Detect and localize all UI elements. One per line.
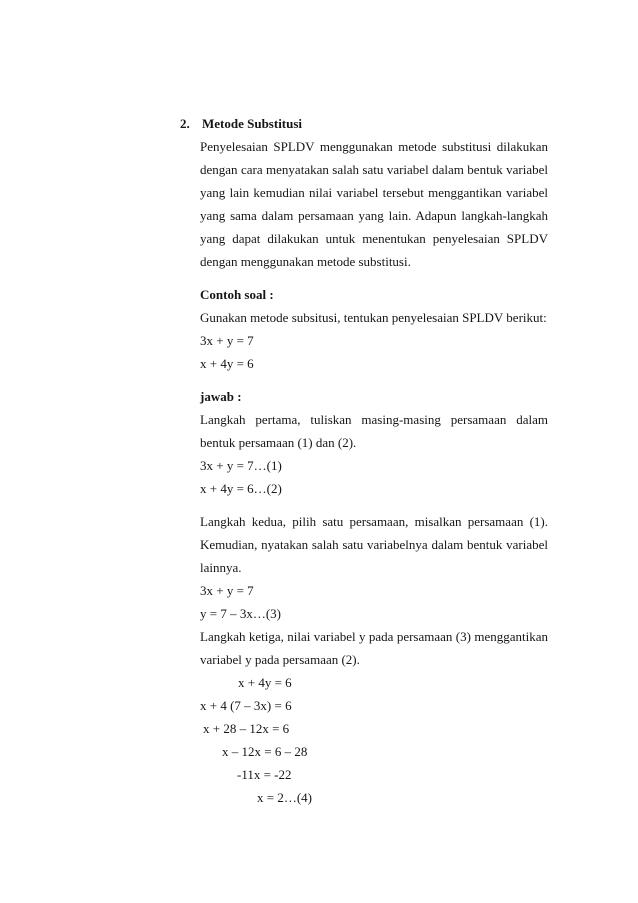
work-equation-line: x + 4y = 6 [238,675,292,690]
section-number: 2. [180,116,190,131]
work-equation-line: x = 2…(4) [257,790,312,805]
equation-line: 3x + y = 7…(1) [200,458,282,473]
work-equation-line: x + 4 (7 – 3x) = 6 [200,698,292,713]
work-equation-line: x + 28 – 12x = 6 [203,721,290,736]
section-title: Metode Substitusi [202,116,303,131]
section-heading [180,112,548,135]
equation-line: x + 4y = 6…(2) [200,481,282,496]
page-content [180,112,548,809]
langkah-kedua-paragraph: Langkah kedua, pilih satu persamaan, misalkan persamaan (1). Kemudian, nyatakan salah satu variabelnya dalam bentuk variabel lainnya. [200,514,548,575]
work-equation-line: -11x = -22 [237,767,292,782]
langkah-ketiga-paragraph: Langkah ketiga, nilai variabel y pada persamaan (3) menggantikan variabel y pada persamaan (2). [200,629,548,667]
equation-line: x + 4y = 6 [200,356,254,371]
equation-line: 3x + y = 7 [200,583,254,598]
contoh-instruction: Gunakan metode subsitusi, tentukan penyelesaian SPLDV berikut: [200,310,547,325]
work-equation-line: x – 12x = 6 – 28 [222,744,308,759]
jawab-label: jawab : [200,389,242,404]
contoh-soal-label: Contoh soal : [200,287,274,302]
equation-line: y = 7 – 3x…(3) [200,606,281,621]
equation-line: 3x + y = 7 [200,333,254,348]
intro-paragraph: Penyelesaian SPLDV menggunakan metode substitusi dilakukan dengan cara menyatakan salah satu variabel dalam bentuk variabel yang lain kemudian nilai variabel tersebut menggantikan variabel yang sama dalam persamaan yang lain. Adapun langkah-langkah yang dapat dilakukan untuk menentukan penyelesaian SPLDV dengan menggunakan metode substitusi. [200,139,548,269]
langkah-pertama-paragraph: Langkah pertama, tuliskan masing-masing persamaan dalam bentuk persamaan (1) dan (2). [200,412,548,450]
